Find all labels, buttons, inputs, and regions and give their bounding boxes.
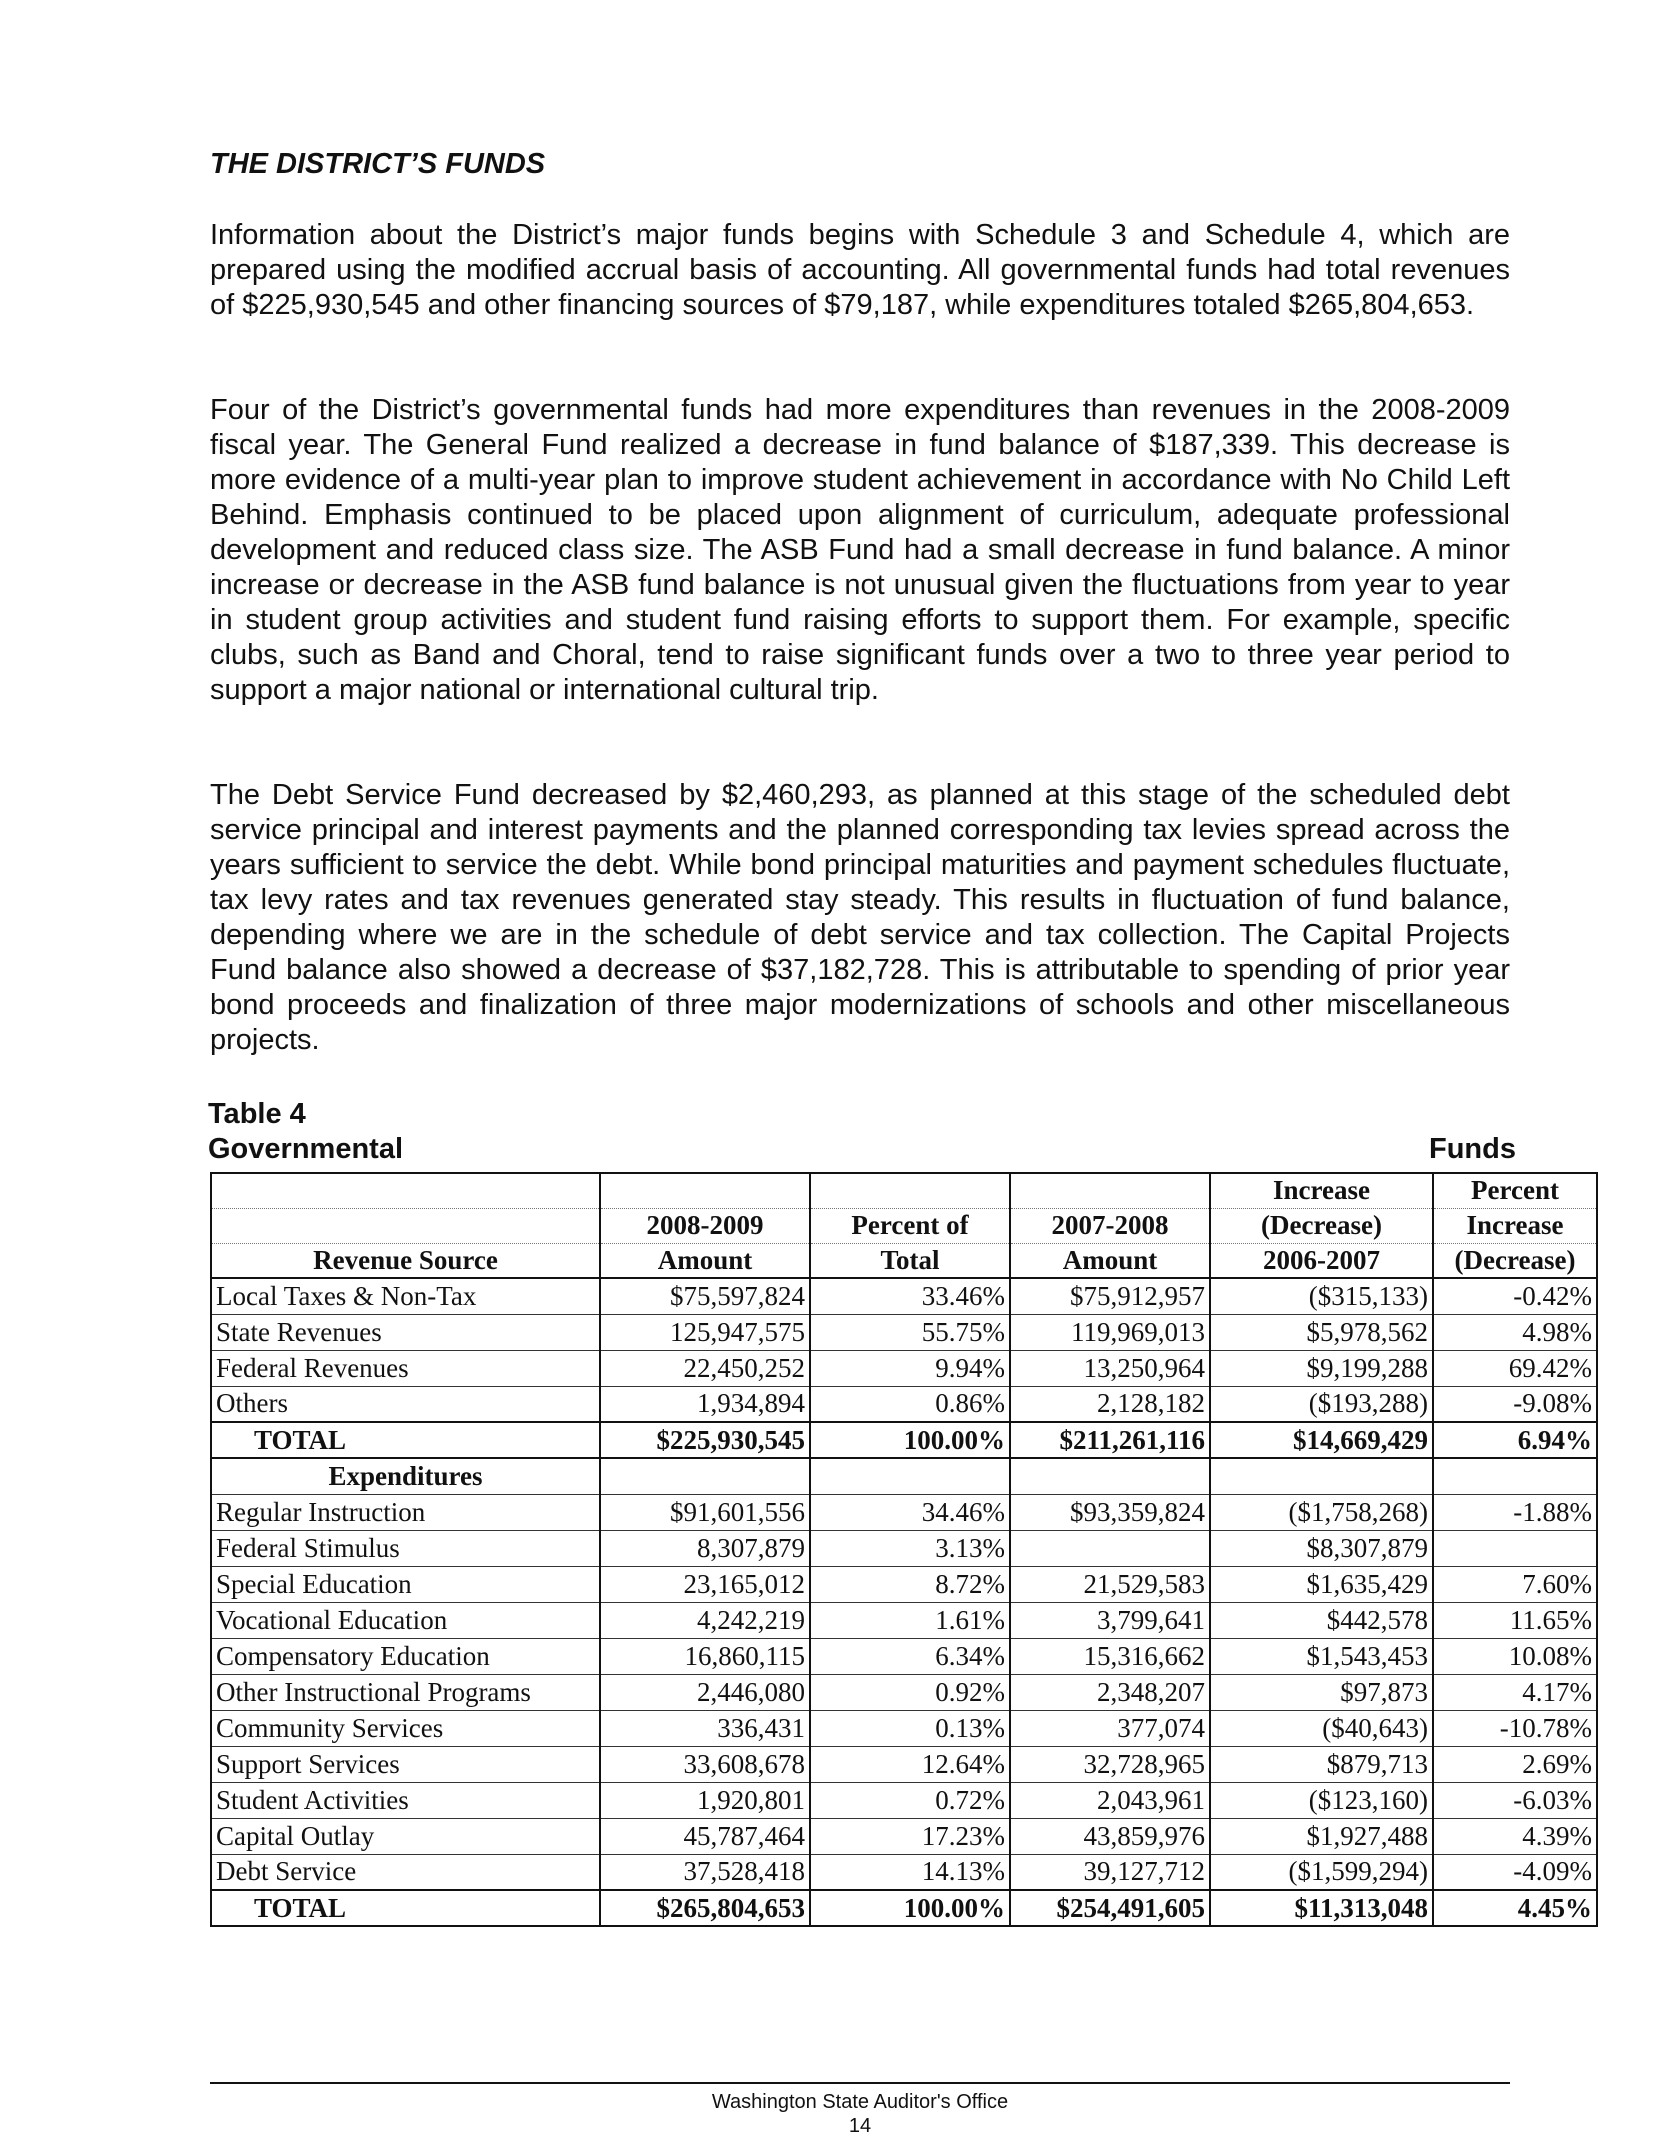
cell-percent-of-total: 100.00% [810,1890,1010,1926]
cell-label [211,1173,600,1208]
expenditure-row [211,1530,1597,1566]
cell-label: Revenue Source [211,1243,600,1278]
cell-percent-of-total: Total [810,1243,1010,1278]
cell-increase-decrease: ($1,758,268) [1210,1494,1433,1530]
cell-amount-2008-2009: 4,242,219 [600,1602,810,1638]
cell-percent-of-total: 14.13% [810,1854,1010,1890]
cell-percent-increase: 69.42% [1433,1350,1597,1386]
cell-percent-of-total: 17.23% [810,1818,1010,1854]
cell-percent-of-total: 1.61% [810,1602,1010,1638]
cell-amount-2007-2008: 3,799,641 [1010,1602,1210,1638]
cell-percent-increase: 10.08% [1433,1638,1597,1674]
cell-percent-of-total: Percent of [810,1208,1010,1243]
cell-amount-2008-2009: $265,804,653 [600,1890,810,1926]
cell-increase-decrease: $97,873 [1210,1674,1433,1710]
cell-amount-2008-2009: 2008-2009 [600,1208,810,1243]
cell-percent-increase: -9.08% [1433,1386,1597,1422]
revenue-total-row [211,1422,1597,1458]
cell-percent-increase: 4.39% [1433,1818,1597,1854]
cell-label: Federal Revenues [211,1350,600,1386]
cell-amount-2007-2008: 21,529,583 [1010,1566,1210,1602]
cell-percent-of-total: 100.00% [810,1422,1010,1458]
cell-amount-2007-2008: 2007-2008 [1010,1208,1210,1243]
cell-increase-decrease: 2006-2007 [1210,1243,1433,1278]
cell-label: Special Education [211,1566,600,1602]
cell-increase-decrease: $1,543,453 [1210,1638,1433,1674]
header-row [211,1208,1597,1243]
cell-increase-decrease: $8,307,879 [1210,1530,1433,1566]
cell-amount-2007-2008: 2,043,961 [1010,1782,1210,1818]
cell-amount-2007-2008: 2,348,207 [1010,1674,1210,1710]
cell-increase-decrease: $442,578 [1210,1602,1433,1638]
cell-amount-2007-2008 [1010,1173,1210,1208]
governmental-funds-table [210,1172,1598,1927]
cell-percent-increase: 4.98% [1433,1314,1597,1350]
cell-percent-increase: (Decrease) [1433,1243,1597,1278]
cell-increase-decrease: $11,313,048 [1210,1890,1433,1926]
paragraph-funds-intro: Information about the District’s major funds begins with Schedule 3 and Schedule 4, which are prepared using the modified accrual basis of accounting. All governmental funds had total revenues of $225,930,545 and other financing sources of $79,187, while expenditures totaled $265,804,653. [210,219,1510,321]
cell-amount-2007-2008: 39,127,712 [1010,1854,1210,1890]
revenue-row [211,1314,1597,1350]
empty-cell [1210,1458,1433,1494]
table-number-label: Table 4 [208,1098,306,1130]
cell-amount-2008-2009: 37,528,418 [600,1854,810,1890]
cell-amount-2008-2009: 45,787,464 [600,1818,810,1854]
table-title-right: Funds [1429,1133,1516,1165]
cell-percent-increase: 4.17% [1433,1674,1597,1710]
cell-label: TOTAL [211,1890,600,1926]
cell-amount-2007-2008: 2,128,182 [1010,1386,1210,1422]
cell-amount-2007-2008: $254,491,605 [1010,1890,1210,1926]
cell-amount-2007-2008: 32,728,965 [1010,1746,1210,1782]
cell-amount-2007-2008: Amount [1010,1243,1210,1278]
cell-label: Debt Service [211,1854,600,1890]
cell-increase-decrease: $879,713 [1210,1746,1433,1782]
cell-label: Student Activities [211,1782,600,1818]
cell-percent-increase: 6.94% [1433,1422,1597,1458]
cell-amount-2008-2009: 22,450,252 [600,1350,810,1386]
cell-amount-2008-2009: 1,934,894 [600,1386,810,1422]
cell-amount-2007-2008: $75,912,957 [1010,1278,1210,1314]
expenditure-row [211,1566,1597,1602]
cell-percent-increase: -6.03% [1433,1782,1597,1818]
cell-label: Regular Instruction [211,1494,600,1530]
expenditure-row [211,1746,1597,1782]
cell-label: Capital Outlay [211,1818,600,1854]
expenditures-section-row [211,1458,1597,1494]
cell-amount-2007-2008: 377,074 [1010,1710,1210,1746]
cell-percent-increase [1433,1530,1597,1566]
expenditure-row [211,1782,1597,1818]
cell-percent-of-total: 3.13% [810,1530,1010,1566]
expenditure-row [211,1710,1597,1746]
footer-rule [210,2082,1510,2084]
cell-amount-2008-2009: 1,920,801 [600,1782,810,1818]
cell-label: Support Services [211,1746,600,1782]
cell-percent-of-total: 0.13% [810,1710,1010,1746]
cell-label [211,1208,600,1243]
cell-amount-2008-2009: $225,930,545 [600,1422,810,1458]
cell-percent-of-total: 34.46% [810,1494,1010,1530]
cell-amount-2007-2008: 13,250,964 [1010,1350,1210,1386]
cell-amount-2007-2008: $211,261,116 [1010,1422,1210,1458]
cell-label: Federal Stimulus [211,1530,600,1566]
revenue-row [211,1278,1597,1314]
cell-increase-decrease: $1,635,429 [1210,1566,1433,1602]
cell-percent-of-total: 33.46% [810,1278,1010,1314]
cell-percent-increase: -0.42% [1433,1278,1597,1314]
cell-amount-2008-2009: 8,307,879 [600,1530,810,1566]
cell-percent-increase: 2.69% [1433,1746,1597,1782]
empty-cell [1433,1458,1597,1494]
header-row [211,1243,1597,1278]
cell-increase-decrease: (Decrease) [1210,1208,1433,1243]
cell-amount-2008-2009: 23,165,012 [600,1566,810,1602]
cell-amount-2008-2009: Amount [600,1243,810,1278]
cell-label: Other Instructional Programs [211,1674,600,1710]
cell-amount-2008-2009: $75,597,824 [600,1278,810,1314]
cell-percent-increase: Increase [1433,1208,1597,1243]
cell-amount-2008-2009: 16,860,115 [600,1638,810,1674]
cell-percent-of-total: 6.34% [810,1638,1010,1674]
cell-percent-of-total: 9.94% [810,1350,1010,1386]
cell-percent-increase: 7.60% [1433,1566,1597,1602]
cell-label: Community Services [211,1710,600,1746]
expenditure-row [211,1638,1597,1674]
cell-amount-2008-2009: 33,608,678 [600,1746,810,1782]
cell-percent-of-total [810,1173,1010,1208]
expenditures-label: Expenditures [211,1458,600,1494]
paragraph-debt-service: The Debt Service Fund decreased by $2,460,293, as planned at this stage of the scheduled debt service principal and interest payments and the planned corresponding tax levies spread across the years sufficient to service the debt. While bond principal maturities and payment schedules fluctuate, tax levy rates and tax revenues generated stay steady. This results in fluctuation of fund balance, depending where we are in the schedule of debt service and tax collection. The Capital Projects Fund balance also showed a decrease of $37,182,728. This is attributable to spending of prior year bond proceeds and finalization of three major modernizations of schools and other miscellaneous projects. [210,779,1510,1056]
expenditure-total-row [211,1890,1597,1926]
footer-office: Washington State Auditor's Office [711,2091,1009,2113]
cell-amount-2007-2008: 15,316,662 [1010,1638,1210,1674]
cell-percent-of-total: 55.75% [810,1314,1010,1350]
table-title-left: Governmental [208,1133,403,1165]
expenditure-row [211,1818,1597,1854]
cell-increase-decrease: ($193,288) [1210,1386,1433,1422]
cell-percent-increase: -4.09% [1433,1854,1597,1890]
cell-increase-decrease: $1,927,488 [1210,1818,1433,1854]
revenue-row [211,1386,1597,1422]
cell-increase-decrease: ($40,643) [1210,1710,1433,1746]
cell-increase-decrease: ($315,133) [1210,1278,1433,1314]
cell-amount-2008-2009: 2,446,080 [600,1674,810,1710]
cell-percent-of-total: 0.92% [810,1674,1010,1710]
cell-increase-decrease: $9,199,288 [1210,1350,1433,1386]
paragraph-fund-balances: Four of the District’s governmental funds had more expenditures than revenues in the 2008-2009 fiscal year. The General Fund realized a decrease in fund balance of $187,339. This decrease is more evidence of a multi-year plan to improve student achievement in accordance with No Child Left Behind. Emphasis continued to be placed upon alignment of curriculum, adequate professional development and reduced class size. The ASB Fund had a small decrease in fund balance. A minor increase or decrease in the ASB fund balance is not unusual given the fluctuations from year to year in student group activities and student fund raising efforts to support them. For example, specific clubs, such as Band and Choral, tend to raise significant funds over a two to three year period to support a major national or international cultural trip. [210,394,1510,706]
cell-increase-decrease: ($123,160) [1210,1782,1433,1818]
expenditure-row [211,1602,1597,1638]
cell-increase-decrease: $14,669,429 [1210,1422,1433,1458]
cell-percent-increase: 4.45% [1433,1890,1597,1926]
cell-label: Local Taxes & Non-Tax [211,1278,600,1314]
cell-label: Vocational Education [211,1602,600,1638]
cell-percent-of-total: 0.72% [810,1782,1010,1818]
cell-amount-2008-2009 [600,1173,810,1208]
cell-amount-2007-2008: 43,859,976 [1010,1818,1210,1854]
table-title [208,1133,1516,1166]
cell-amount-2008-2009: 125,947,575 [600,1314,810,1350]
cell-label: State Revenues [211,1314,600,1350]
cell-percent-increase: -1.88% [1433,1494,1597,1530]
cell-percent-increase: 11.65% [1433,1602,1597,1638]
cell-percent-of-total: 12.64% [810,1746,1010,1782]
cell-amount-2008-2009: 336,431 [600,1710,810,1746]
cell-amount-2008-2009: $91,601,556 [600,1494,810,1530]
expenditure-row [211,1854,1597,1890]
section-heading: THE DISTRICT’S FUNDS [210,148,546,180]
page-number: 14 [848,2115,872,2137]
cell-increase-decrease: ($1,599,294) [1210,1854,1433,1890]
cell-increase-decrease: $5,978,562 [1210,1314,1433,1350]
cell-label: Compensatory Education [211,1638,600,1674]
cell-label: TOTAL [211,1422,600,1458]
cell-amount-2007-2008: $93,359,824 [1010,1494,1210,1530]
empty-cell [1010,1458,1210,1494]
header-row [211,1173,1597,1208]
cell-percent-of-total: 0.86% [810,1386,1010,1422]
cell-increase-decrease: Increase [1210,1173,1433,1208]
cell-label: Others [211,1386,600,1422]
revenue-row [211,1350,1597,1386]
cell-percent-of-total: 8.72% [810,1566,1010,1602]
cell-amount-2007-2008: 119,969,013 [1010,1314,1210,1350]
cell-percent-increase: -10.78% [1433,1710,1597,1746]
expenditure-row [211,1494,1597,1530]
cell-percent-increase: Percent [1433,1173,1597,1208]
expenditure-row [211,1674,1597,1710]
cell-amount-2007-2008 [1010,1530,1210,1566]
empty-cell [600,1458,810,1494]
empty-cell [810,1458,1010,1494]
